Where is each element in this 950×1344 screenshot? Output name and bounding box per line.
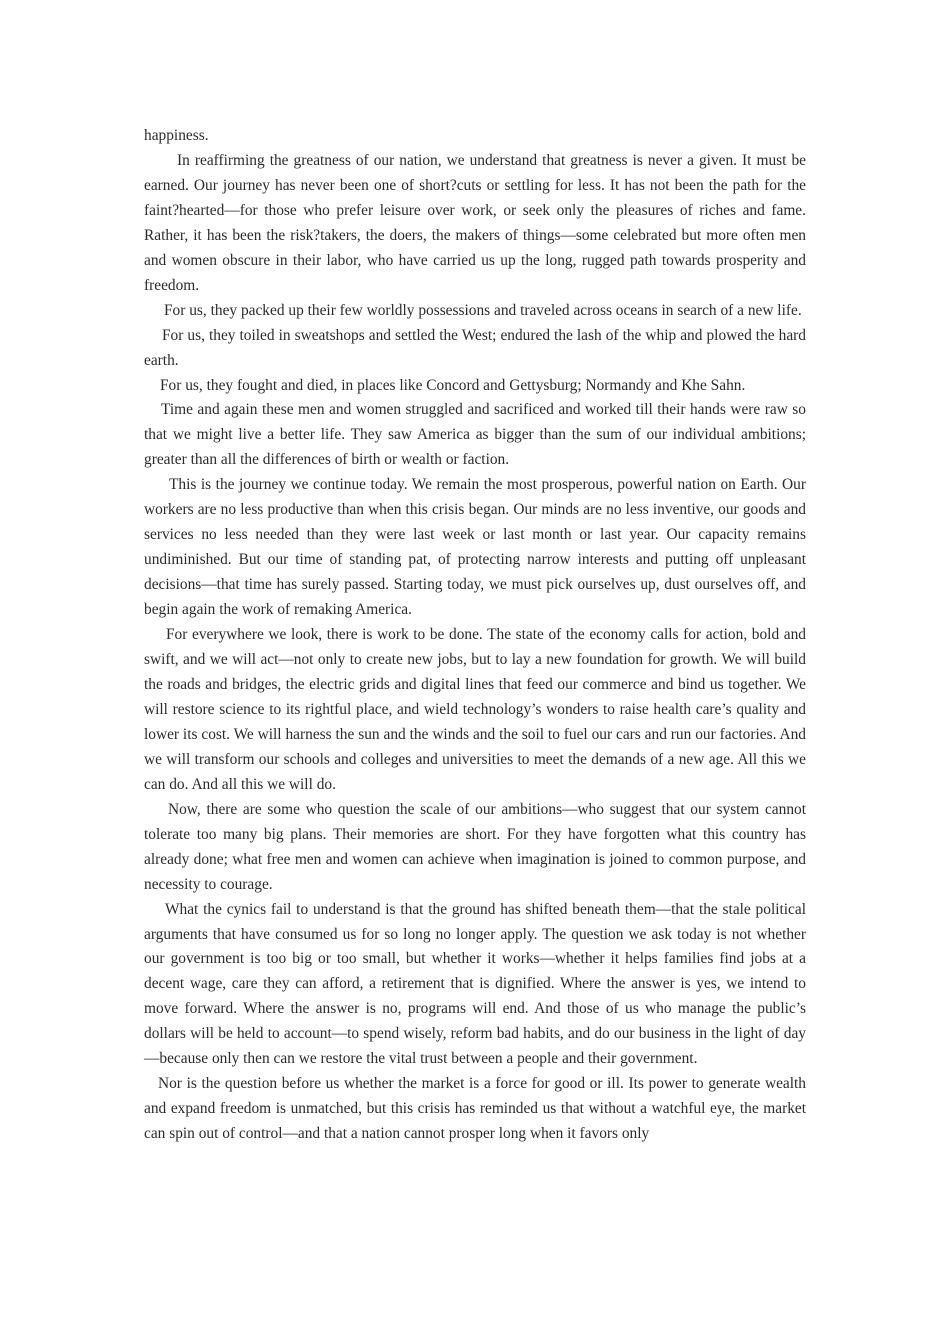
paragraph: For us, they packed up their few worldly possessions and traveled across oceans in search of a new life.: [164, 301, 802, 319]
paragraph: In reaffirming the greatness of our nation, we understand that greatness is never a given. It must be earned. Our journey has never been one of short?cuts or settling for less. It has not been the path for the faint?hearted—for those who prefer leisure over work, or seek only the pleasures of riches and fame. Rather, it has been the risk?takers, the doers, the makers of things—some celebrated but more often men and women obscure in their labor, who have carried us up the long, rugged path towards prosperity and freedom.: [144, 151, 806, 294]
paragraph: happiness.: [144, 127, 209, 144]
paragraph: This is the journey we continue today. We remain the most prosperous, powerful nation on Earth. Our workers are no less productive than when this crisis began. Our minds are no less inventive, our goods and services no less needed than they were last week or last month or last year. Our capacity remains undiminished. But our time of standing pat, of protecting narrow interests and putting off unpleasant decisions—that time has surely passed. Starting today, we must pick ourselves up, dust ourselves off, and begin again the work of remaking America.: [144, 476, 806, 619]
paragraph: Now, there are some who question the scale of our ambitions—who suggest that our system cannot tolerate too many big plans. Their memories are short. For they have forgotten what this country has already done; what free men and women can achieve when imagination is joined to common purpose, and necessity to courage.: [144, 800, 806, 893]
body-text: [144, 124, 806, 1147]
paragraph: For everywhere we look, there is work to be done. The state of the economy calls for action, bold and swift, and we will act—not only to create new jobs, but to lay a new foundation for growth. We will build the roads and bridges, the electric grids and digital lines that feed our commerce and bind us together. We will restore science to its rightful place, and wield technology’s wonders to raise health care’s quality and lower its cost. We will harness the sun and the winds and the soil to fuel our cars and run our factories. And we will transform our schools and colleges and universities to meet the demands of a new age. All this we can do. And all this we will do.: [144, 626, 806, 793]
paragraph: For us, they toiled in sweatshops and settled the West; endured the lash of the whip and plowed the hard earth.: [144, 326, 806, 369]
paragraph: What the cynics fail to understand is that the ground has shifted beneath them—that the stale political arguments that have consumed us for so long no longer apply. The question we ask today is not whether our government is too big or too small, but whether it works—whether it helps families find jobs at a decent wage, care they can afford, a retirement that is dignified. Where the answer is yes, we intend to move forward. Where the answer is no, programs will end. And those of us who manage the public’s dollars will be held to account—to spend wisely, reform bad habits, and do our business in the light of day—because only then can we restore the vital trust between a people and their government.: [144, 900, 806, 1068]
paragraph: Time and again these men and women struggled and sacrificed and worked till their hands were raw so that we might live a better life. They saw America as bigger than the sum of our individual ambitions; greater than all the differences of birth or wealth or faction.: [144, 401, 806, 469]
paragraph: Nor is the question before us whether the market is a force for good or ill. Its power to generate wealth and expand freedom is unmatched, but this crisis has reminded us that without a watchful eye, the market can spin out of control—and that a nation cannot prosper long when it favors only: [144, 1075, 806, 1143]
paragraph: For us, they fought and died, in places like Concord and Gettysburg; Normandy and Khe Sahn.: [160, 376, 746, 394]
